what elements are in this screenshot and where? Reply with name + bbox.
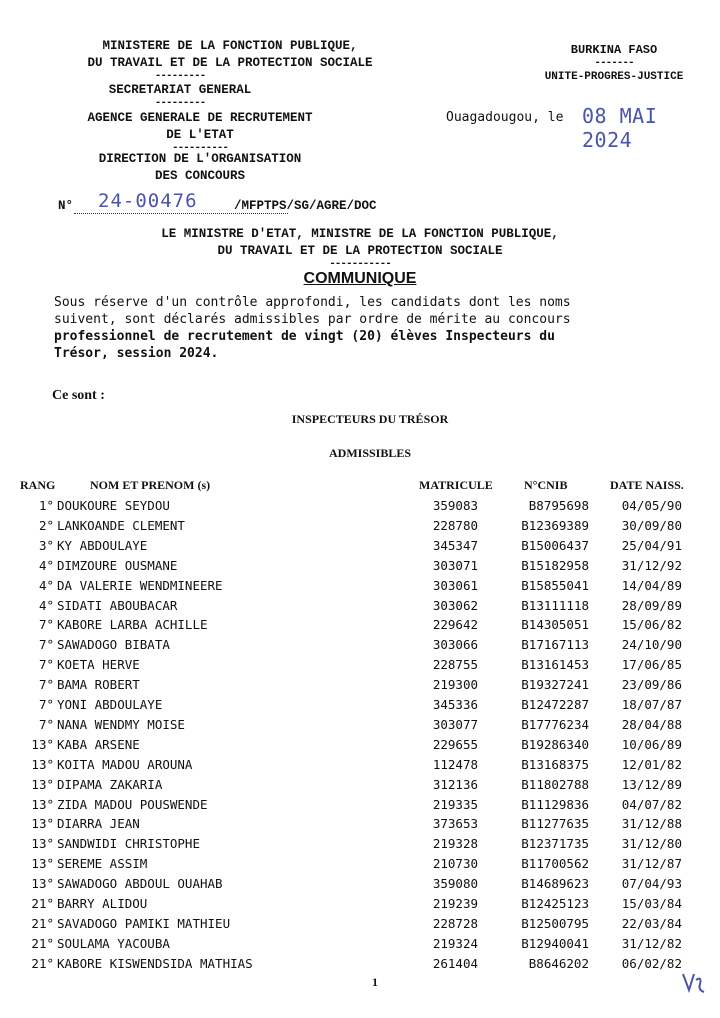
table-row xyxy=(0,876,720,896)
table-row xyxy=(0,578,720,598)
matricule-cell: 359083 xyxy=(432,498,478,513)
cnib-cell: B15182958 xyxy=(521,557,589,573)
agency-line-1: AGENCE GENERALE DE RECRUTEMENT xyxy=(87,111,313,125)
matricule-cell: 303077 xyxy=(432,716,478,732)
rank-cell: 2° xyxy=(38,517,54,533)
direction-line-1: DIRECTION DE L'ORGANISATION xyxy=(98,152,302,166)
cnib-cell: B11129836 xyxy=(521,796,589,812)
communique-text xyxy=(54,294,674,362)
table-row xyxy=(0,916,720,936)
table-row xyxy=(0,498,720,518)
name-cell: DIMZOURE OUSMANE xyxy=(57,557,178,573)
birth-date-cell: 14/04/89 xyxy=(621,577,682,593)
name-cell: BARRY ALIDOU xyxy=(57,896,148,911)
table-row xyxy=(0,856,720,876)
matricule-cell: 229642 xyxy=(432,617,478,633)
table-row xyxy=(0,777,720,797)
rank-cell: 13° xyxy=(31,736,54,752)
cnib-cell: B12500795 xyxy=(521,915,589,931)
section-subtitle: ADMISSIBLES xyxy=(328,446,412,460)
rank-cell: 13° xyxy=(31,756,54,772)
rank-cell: 7° xyxy=(38,677,54,693)
communique-line-2: suivent, sont déclarés admissibles par ordre de mérite au concours xyxy=(54,312,571,327)
matricule-cell: 219300 xyxy=(432,677,478,693)
rank-cell: 4° xyxy=(38,597,54,613)
birth-date-cell: 31/12/87 xyxy=(621,856,682,872)
authority-block xyxy=(60,226,660,270)
date-stamp: 08 MAI 2024 xyxy=(582,104,658,152)
name-cell: BAMA ROBERT xyxy=(57,677,140,693)
name-cell: SAVADOGO PAMIKI MATHIEU xyxy=(57,915,231,931)
birth-date-cell: 28/04/88 xyxy=(621,716,682,732)
header-birth: DATE NAISS. xyxy=(610,478,684,492)
birth-date-cell: 18/07/87 xyxy=(621,697,682,712)
name-cell: DIARRA JEAN xyxy=(57,816,140,832)
rank-cell: 13° xyxy=(31,776,54,792)
birth-date-cell: 24/10/90 xyxy=(621,637,682,653)
communique-line-1: Sous réserve d'un contrôle approfondi, les candidats dont les noms xyxy=(54,295,571,310)
name-cell: SAWADOGO ABDOUL OUAHAB xyxy=(57,876,223,892)
page-number: 1 xyxy=(372,975,378,989)
rank-cell: 7° xyxy=(38,637,54,653)
table-row xyxy=(0,637,720,657)
header-name: NOM ET PRENOM (s) xyxy=(90,478,211,492)
table-row xyxy=(0,617,720,637)
cnib-cell: B19286340 xyxy=(521,736,589,752)
name-cell: ZIDA MADOU POUSWENDE xyxy=(57,796,208,812)
table-row xyxy=(0,677,720,697)
matricule-cell: 303066 xyxy=(432,637,478,653)
separator: --------- xyxy=(154,70,206,82)
rank-cell: 13° xyxy=(31,876,54,892)
name-cell: SAWADOGO BIBATA xyxy=(57,637,170,653)
name-cell: KABORE KISWENDSIDA MATHIAS xyxy=(57,955,253,971)
table-row xyxy=(0,797,720,817)
initials-mark xyxy=(680,970,706,1000)
rank-cell: 3° xyxy=(38,537,54,553)
birth-date-cell: 06/02/82 xyxy=(621,955,682,971)
table-row xyxy=(0,896,720,916)
birth-date-cell: 10/06/89 xyxy=(621,736,682,752)
rank-cell: 13° xyxy=(31,856,54,872)
birth-date-cell: 12/01/82 xyxy=(621,756,682,772)
cnib-cell: B12371735 xyxy=(521,836,589,852)
header-cnib: N°CNIB xyxy=(524,478,568,492)
rank-cell: 7° xyxy=(38,716,54,732)
table-row xyxy=(0,816,720,836)
birth-date-cell: 15/03/84 xyxy=(621,896,682,911)
name-cell: YONI ABDOULAYE xyxy=(57,697,163,712)
ref-prefix: N° xyxy=(58,199,74,213)
birth-date-cell: 13/12/89 xyxy=(621,776,682,792)
header-matricule: MATRICULE xyxy=(419,478,493,492)
ministry-line-1: MINISTERE DE LA FONCTION PUBLIQUE, xyxy=(102,39,358,53)
matricule-cell: 112478 xyxy=(432,756,478,772)
cnib-cell: B17167113 xyxy=(521,637,589,653)
cnib-cell: B12425123 xyxy=(521,896,589,911)
separator: ---------- xyxy=(171,142,228,154)
cnib-cell: B17776234 xyxy=(521,716,589,732)
cnib-cell: B8795698 xyxy=(528,498,589,513)
name-cell: KOETA HERVE xyxy=(57,657,140,673)
secretariat-label: SECRETARIAT GENERAL xyxy=(108,83,252,97)
cnib-cell: B19327241 xyxy=(521,677,589,693)
agency-block xyxy=(40,110,360,154)
matricule-cell: 345336 xyxy=(432,697,478,712)
birth-date-cell: 28/09/89 xyxy=(621,597,682,613)
birth-date-cell: 23/09/86 xyxy=(621,677,682,693)
ref-suffix: /MFPTPS/SG/AGRE/DOC xyxy=(234,199,377,213)
matricule-cell: 229655 xyxy=(432,736,478,752)
matricule-cell: 303062 xyxy=(432,597,478,613)
matricule-cell: 373653 xyxy=(432,816,478,832)
matricule-cell: 303071 xyxy=(432,557,478,573)
authority-line-2: DU TRAVAIL ET DE LA PROTECTION SOCIALE xyxy=(217,244,503,258)
rank-cell: 1° xyxy=(38,498,54,513)
rank-cell: 21° xyxy=(31,935,54,951)
matricule-cell: 219324 xyxy=(432,935,478,951)
name-cell: DIPAMA ZAKARIA xyxy=(57,776,163,792)
rank-cell: 13° xyxy=(31,796,54,812)
separator: ----------- xyxy=(329,258,391,270)
name-cell: SANDWIDI CHRISTOPHE xyxy=(57,836,200,852)
rank-cell: 21° xyxy=(31,955,54,971)
matricule-cell: 359080 xyxy=(432,876,478,892)
table-row xyxy=(0,538,720,558)
name-cell: KABA ARSENE xyxy=(57,736,140,752)
name-cell: NANA WENDMY MOISE xyxy=(57,716,185,732)
birth-date-cell: 07/04/93 xyxy=(621,876,682,892)
table-row xyxy=(0,956,720,976)
communique-title: COMMUNIQUE xyxy=(303,270,417,287)
table-row xyxy=(0,558,720,578)
birth-date-cell: 31/12/80 xyxy=(621,836,682,852)
name-cell: KY ABDOULAYE xyxy=(57,537,148,553)
name-cell: SEREME ASSIM xyxy=(57,856,148,872)
communique-line-4: Trésor, session 2024. xyxy=(54,346,219,361)
name-cell: LANKOANDE CLEMENT xyxy=(57,517,185,533)
country-block xyxy=(528,42,700,86)
matricule-cell: 261404 xyxy=(432,955,478,971)
cnib-cell: B12369389 xyxy=(521,517,589,533)
name-cell: DOUKOURE SEYDOU xyxy=(57,498,170,513)
table-row xyxy=(0,936,720,956)
ministry-line-2: DU TRAVAIL ET DE LA PROTECTION SOCIALE xyxy=(87,56,373,70)
matricule-cell: 228728 xyxy=(432,915,478,931)
cnib-cell: B15006437 xyxy=(521,537,589,553)
cnib-cell: B13168375 xyxy=(521,756,589,772)
section-title: INSPECTEURS DU TRÉSOR xyxy=(291,412,449,426)
table-row xyxy=(0,836,720,856)
table-row xyxy=(0,518,720,538)
rank-cell: 7° xyxy=(38,617,54,633)
rank-cell: 7° xyxy=(38,657,54,673)
communique-line-3: professionnel de recrutement de vingt (20) élèves Inspecteurs du xyxy=(54,329,555,344)
matricule-cell: 219239 xyxy=(432,896,478,911)
cnib-cell: B13161453 xyxy=(521,657,589,673)
rank-cell: 7° xyxy=(38,697,54,712)
birth-date-cell: 22/03/84 xyxy=(621,915,682,931)
authority-line-1: LE MINISTRE D'ETAT, MINISTRE DE LA FONCTION PUBLIQUE, xyxy=(161,227,559,241)
intro-text: Ce sont : xyxy=(52,388,105,403)
matricule-cell: 303061 xyxy=(432,577,478,593)
birth-date-cell: 31/12/82 xyxy=(621,935,682,951)
table-row xyxy=(0,697,720,717)
rank-cell: 21° xyxy=(31,915,54,931)
rank-cell: 21° xyxy=(31,896,54,911)
table-row xyxy=(0,657,720,677)
cnib-cell: B13111118 xyxy=(521,597,589,613)
cnib-cell: B14305051 xyxy=(521,617,589,633)
birth-date-cell: 15/06/82 xyxy=(621,617,682,633)
cnib-cell: B12940041 xyxy=(521,935,589,951)
rank-cell: 4° xyxy=(38,557,54,573)
rank-cell: 13° xyxy=(31,816,54,832)
birth-date-cell: 04/05/90 xyxy=(621,498,682,513)
table-row xyxy=(0,598,720,618)
birth-date-cell: 04/07/82 xyxy=(621,796,682,812)
birth-date-cell: 25/04/91 xyxy=(621,537,682,553)
cnib-cell: B11277635 xyxy=(521,816,589,832)
cnib-cell: B14689623 xyxy=(521,876,589,892)
name-cell: KOITA MADOU AROUNA xyxy=(57,756,193,772)
table-row xyxy=(0,737,720,757)
matricule-cell: 219328 xyxy=(432,836,478,852)
country-motto: UNITE-PROGRES-JUSTICE xyxy=(544,71,684,83)
reference-line xyxy=(58,192,418,218)
ministry-header xyxy=(40,38,420,72)
matricule-cell: 228755 xyxy=(432,657,478,673)
birth-date-cell: 30/09/80 xyxy=(621,517,682,533)
name-cell: SOULAMA YACOUBA xyxy=(57,935,170,951)
cnib-cell: B11700562 xyxy=(521,856,589,872)
place-date xyxy=(446,104,706,152)
rank-cell: 4° xyxy=(38,577,54,593)
matricule-cell: 345347 xyxy=(432,537,478,553)
birth-date-cell: 31/12/92 xyxy=(621,557,682,573)
cnib-cell: B11802788 xyxy=(521,776,589,792)
header-rank: RANG xyxy=(20,478,56,492)
matricule-cell: 312136 xyxy=(432,776,478,792)
agency-line-2: DE L'ETAT xyxy=(166,128,234,142)
secretariat-block xyxy=(40,72,320,109)
country-name: BURKINA FASO xyxy=(570,43,658,57)
cnib-cell: B15855041 xyxy=(521,577,589,593)
table-row xyxy=(0,717,720,737)
separator: --------- xyxy=(154,97,206,109)
cnib-cell: B12472287 xyxy=(521,697,589,712)
birth-date-cell: 31/12/88 xyxy=(621,816,682,832)
name-cell: DA VALERIE WENDMINEERE xyxy=(57,577,223,593)
rank-cell: 13° xyxy=(31,836,54,852)
ref-number-stamp: 24-00476 xyxy=(98,190,198,212)
matricule-cell: 219335 xyxy=(432,796,478,812)
direction-line-2: DES CONCOURS xyxy=(154,169,245,183)
name-cell: KABORE LARBA ACHILLE xyxy=(57,617,208,633)
birth-date-cell: 17/06/85 xyxy=(621,657,682,673)
matricule-cell: 210730 xyxy=(432,856,478,872)
name-cell: SIDATI ABOUBACAR xyxy=(57,597,178,613)
separator: ------- xyxy=(594,57,634,69)
cnib-cell: B8646202 xyxy=(528,955,589,971)
matricule-cell: 228780 xyxy=(432,517,478,533)
direction-block xyxy=(40,151,360,185)
table-row xyxy=(0,757,720,777)
place-date-prefix: Ouagadougou, le xyxy=(446,110,564,125)
